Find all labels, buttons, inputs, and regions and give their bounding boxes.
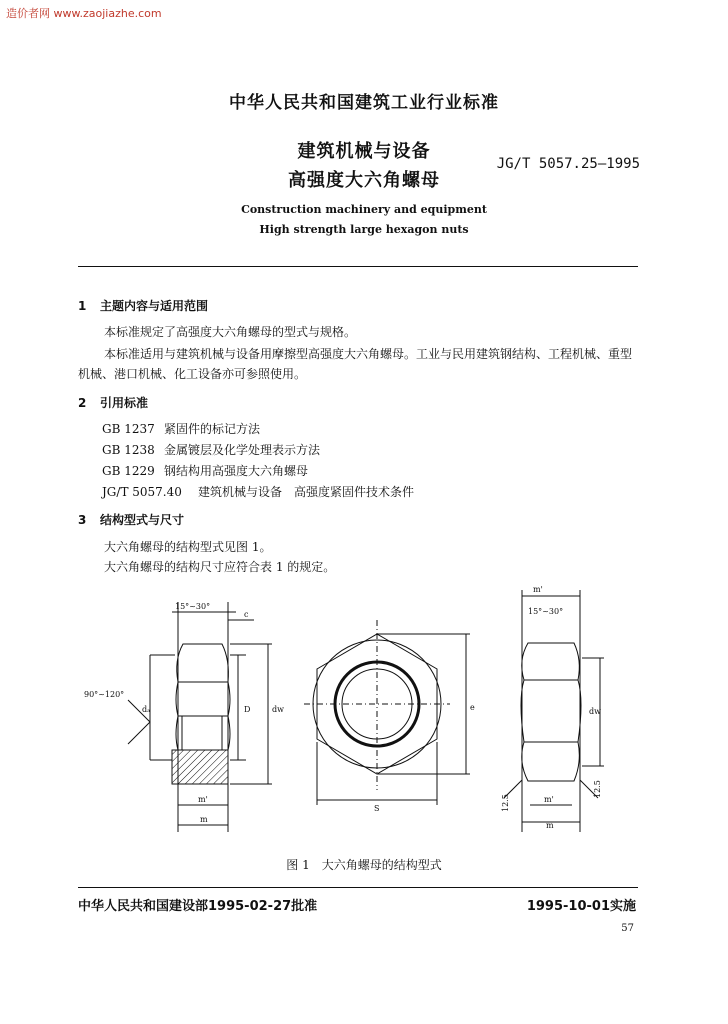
approval-notice: 中华人民共和国建设部1995-02-27批准 bbox=[78, 899, 318, 914]
mw-left-label: m' bbox=[198, 795, 208, 804]
c-dimension-label: c bbox=[244, 610, 249, 619]
hex-nut-drawing bbox=[0, 575, 728, 850]
reference-code: GB 1237 bbox=[102, 422, 155, 436]
section-title: 结构型式与尺寸 bbox=[100, 513, 185, 527]
da-label: dₐ bbox=[142, 705, 151, 714]
english-title-line1: Construction machinery and equipment bbox=[241, 203, 487, 216]
reference-title: 金属镀层及化学处理表示方法 bbox=[164, 443, 321, 457]
reference-code: GB 1238 bbox=[102, 443, 155, 457]
reference-item bbox=[102, 483, 414, 500]
document-title-line2: 高强度大六角螺母 bbox=[288, 170, 440, 191]
radius-left-label: 12.5 bbox=[501, 794, 510, 812]
m-right-label: m bbox=[546, 821, 554, 830]
m-left-label: m bbox=[200, 815, 208, 824]
footer-divider bbox=[78, 887, 638, 888]
section-3-paragraph-2: 大六角螺母的结构尺寸应符合表 1 的规定。 bbox=[104, 560, 336, 574]
section-3-paragraph-1: 大六角螺母的结构型式见图 1。 bbox=[104, 540, 272, 554]
section-1-paragraph-1: 本标准规定了高强度大六角螺母的型式与规格。 bbox=[104, 325, 357, 339]
dw-right-label: dw bbox=[589, 707, 601, 716]
reference-item bbox=[102, 420, 260, 437]
chamfer-angle-left-label: 15°~30° bbox=[175, 602, 211, 611]
reference-title: 建筑机械与设备 高强度紧固件技术条件 bbox=[198, 485, 415, 499]
bearing-angle-label: 90°~120° bbox=[84, 690, 125, 699]
page-number: 57 bbox=[621, 923, 634, 934]
section-number: 1 bbox=[78, 299, 87, 313]
section-1-paragraph-2: 本标准适用与建筑机械与设备用摩擦型高强度大六角螺母。工业与民用建筑钢结构、工程机械、重型机械、港口机械、化工设备亦可参照使用。 bbox=[78, 347, 633, 381]
chamfer-angle-right-label: 15°~30° bbox=[528, 607, 564, 616]
dw-left-label: dw bbox=[272, 705, 284, 714]
mw-right-top-label: m' bbox=[533, 585, 543, 594]
standard-code: JG/T 5057.25—1995 bbox=[496, 156, 640, 172]
effective-date: 1995-10-01实施 bbox=[526, 899, 636, 914]
standard-category-title: 中华人民共和国建筑工业行业标准 bbox=[229, 93, 499, 113]
top-view bbox=[304, 620, 470, 805]
s-label: S bbox=[374, 804, 380, 813]
section-2-heading bbox=[78, 394, 148, 411]
header-divider bbox=[78, 266, 638, 267]
section-3-heading bbox=[78, 511, 184, 528]
reference-title: 紧固件的标记方法 bbox=[164, 422, 261, 436]
section-1-heading bbox=[78, 297, 208, 314]
section-title: 引用标准 bbox=[100, 396, 149, 410]
e-label: e bbox=[470, 703, 475, 712]
D-label: D bbox=[244, 705, 251, 714]
section-number: 2 bbox=[78, 396, 87, 410]
figure-caption: 图 1 大六角螺母的结构型式 bbox=[286, 858, 442, 872]
reference-item bbox=[102, 441, 320, 458]
reference-title: 钢结构用高强度大六角螺母 bbox=[164, 464, 309, 478]
radius-right-label: 12.5 bbox=[593, 780, 602, 798]
mw-right-bottom-label: m' bbox=[544, 795, 554, 804]
watermark: 造价者网 www.zaojiazhe.com bbox=[6, 7, 162, 20]
reference-code: GB 1229 bbox=[102, 464, 155, 478]
section-title: 主题内容与适用范围 bbox=[100, 299, 209, 313]
reference-code: JG/T 5057.40 bbox=[102, 485, 182, 499]
section-number: 3 bbox=[78, 513, 87, 527]
reference-item bbox=[102, 462, 308, 479]
document-title-line1: 建筑机械与设备 bbox=[297, 141, 431, 162]
english-title-line2: High strength large hexagon nuts bbox=[259, 223, 469, 236]
